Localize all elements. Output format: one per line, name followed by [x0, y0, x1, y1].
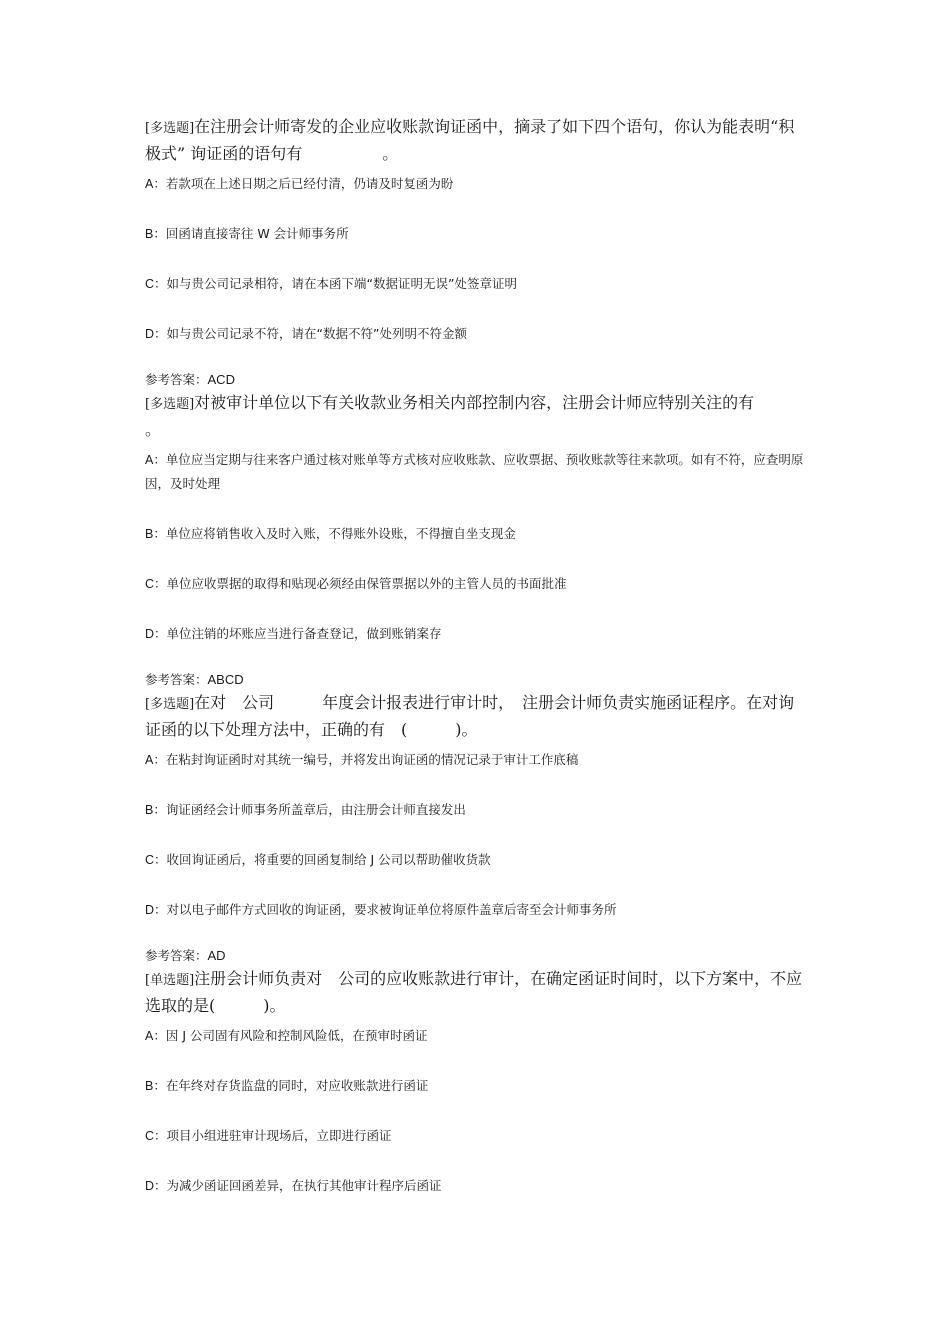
option-text: 单位应将销售收入及时入账，不得账外设账，不得擅自坐支现金: [165, 526, 516, 541]
option-text: 单位应收票据的取得和贴现必须经由保管票据以外的主管人员的书面批准: [166, 576, 567, 591]
option-letter: C：: [145, 277, 167, 291]
option-b: [145, 798, 810, 822]
option-letter: D：: [145, 1179, 167, 1193]
option-text: 回函请直接寄往 W 会计师事务所: [165, 226, 349, 241]
answer-value: ACD: [207, 372, 235, 387]
option-b: [145, 522, 810, 546]
option-d: [145, 322, 810, 346]
question-text: 注册会计师负责对 公司的应收账款进行审计，在确定函证时间时，以下方案中，不应选取的是( )。: [145, 969, 803, 1015]
answer-value: AD: [207, 948, 226, 963]
option-a: [145, 748, 810, 772]
option-text: 询证函经会计师事务所盖章后，由注册会计师直接发出: [165, 802, 466, 817]
option-text: 如与贵公司记录不符，请在“数据不符”处列明不符金额: [166, 326, 467, 341]
question-4: [145, 966, 810, 1198]
question-stem: [145, 690, 810, 742]
option-letter: D：: [145, 903, 167, 917]
question-type: [多选题]: [145, 697, 195, 712]
option-text: 如与贵公司记录相符，请在本函下端“数据证明无误”处签章证明: [166, 276, 517, 291]
option-c: [145, 848, 810, 872]
answer-value: ABCD: [207, 672, 244, 687]
option-b: [145, 222, 810, 246]
question-type: [多选题]: [145, 397, 195, 412]
question-2: [145, 390, 819, 690]
option-letter: C：: [145, 1129, 167, 1143]
option-a: [145, 172, 810, 196]
question-1: [145, 114, 810, 390]
option-a: [145, 448, 810, 496]
option-text: 因 J 公司固有风险和控制风险低，在预审时函证: [165, 1028, 428, 1043]
question-text: 在注册会计师寄发的企业应收账款询证函中，摘录了如下四个语句，你认为能表明“积极式” 询证函的语句有 。: [145, 117, 795, 163]
option-letter: B：: [145, 227, 166, 241]
option-letter: A：: [145, 177, 166, 191]
option-text: 在年终对存货监盘的同时，对应收账款进行函证: [165, 1078, 429, 1093]
question-type: [多选题]: [145, 121, 195, 136]
question-stem: [145, 390, 819, 442]
option-d: [145, 622, 810, 646]
option-d: [145, 1174, 810, 1198]
question-3: [145, 690, 810, 966]
reference-answer: [145, 670, 810, 690]
question-text: 对被审计单位以下有关收款业务相关内部控制内容，注册会计师应特别关注的有 。: [145, 393, 819, 439]
option-letter: B：: [145, 527, 166, 541]
answer-label: 参考答案：: [145, 672, 208, 687]
reference-answer: [145, 370, 810, 390]
option-letter: B：: [145, 803, 166, 817]
option-text: 单位注销的坏账应当进行备查登记，做到账销案存: [166, 626, 442, 641]
option-letter: A：: [145, 753, 166, 767]
answer-label: 参考答案：: [145, 948, 208, 963]
option-text: 在粘封询证函时对其统一编号，并将发出询证函的情况记录于审计工作底稿: [165, 752, 579, 767]
answer-label: 参考答案：: [145, 372, 208, 387]
question-stem: [145, 966, 810, 1018]
option-c: [145, 572, 810, 596]
option-text: 项目小组进驻审计现场后，立即进行函证: [166, 1128, 392, 1143]
option-c: [145, 1124, 810, 1148]
option-c: [145, 272, 810, 296]
option-letter: C：: [145, 577, 167, 591]
option-text: 单位应当定期与往来客户通过核对账单等方式核对应收账款、应收票据、预收账款等往来款项。如有不符，应查明原因，及时处理: [145, 452, 804, 491]
option-text: 对以电子邮件方式回收的询证函，要求被询证单位将原件盖章后寄至会计师事务所: [166, 902, 617, 917]
option-text: 为减少函证回函差异，在执行其他审计程序后函证: [166, 1178, 442, 1193]
option-text: 收回询证函后，将重要的回函复制给 J 公司以帮助催收货款: [166, 852, 491, 867]
question-text: 在对 公司 年度会计报表进行审计时， 注册会计师负责实施函证程序。在对询证函的以下处理方法中，正确的有 ( )。: [145, 693, 795, 739]
option-b: [145, 1074, 810, 1098]
document-page: [145, 114, 819, 1224]
option-letter: D：: [145, 327, 167, 341]
question-type: [单选题]: [145, 973, 195, 988]
option-letter: C：: [145, 853, 167, 867]
question-stem: [145, 114, 810, 166]
option-letter: A：: [145, 453, 166, 467]
option-a: [145, 1024, 810, 1048]
reference-answer: [145, 946, 810, 966]
option-text: 若款项在上述日期之后已经付清，仍请及时复函为盼: [165, 176, 454, 191]
option-d: [145, 898, 810, 922]
option-letter: D：: [145, 627, 167, 641]
option-letter: B：: [145, 1079, 166, 1093]
option-letter: A：: [145, 1029, 166, 1043]
